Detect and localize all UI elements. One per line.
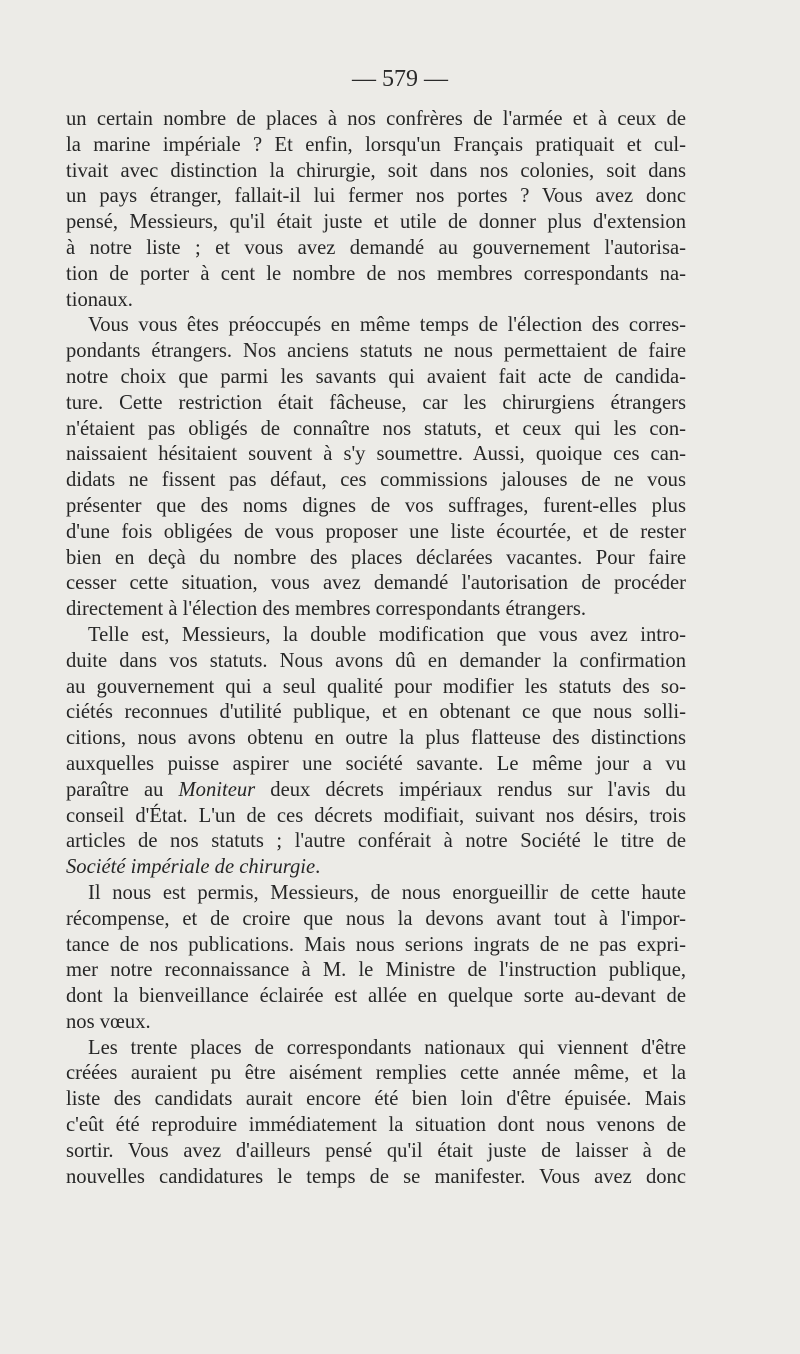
text-line: n'étaient pas obligés de connaître nos statuts, et ceux qui les con- (66, 417, 686, 440)
text-line: Les trente places de correspondants nationaux qui viennent d'être (88, 1036, 686, 1059)
text-line: d'une fois obligées de vous proposer une liste écourtée, et de rester (66, 520, 686, 543)
text-line: créées auraient pu être aisément remplies cette année même, et la (66, 1062, 686, 1085)
text-line: ture. Cette restriction était fâcheuse, car les chirurgiens étrangers (66, 391, 686, 414)
page-number: — 579 — (352, 66, 448, 92)
text-line: citions, nous avons obtenu en outre la plus flatteuse des distinctions (66, 727, 686, 750)
text-line: tivait avec distinction la chirurgie, soit dans nos colonies, soit dans (66, 159, 686, 182)
text-line: duite dans vos statuts. Nous avons dû en demander la confirmation (66, 649, 686, 672)
italic-society-name: Société impériale de chirurgie (66, 856, 316, 879)
text-line: liste des candidats aurait encore été bien loin d'être épuisée. Mais (66, 1088, 686, 1111)
body-text (66, 107, 686, 1190)
text-line: sortir. Vous avez d'ailleurs pensé qu'il était juste de laisser à de (66, 1139, 686, 1162)
text-line: mer notre reconnaissance à M. le Ministre de l'instruction publique, (66, 959, 686, 982)
text-line: tion de porter à cent le nombre de nos membres correspondants na- (66, 262, 686, 285)
text-line: nos vœux. (66, 1010, 151, 1033)
text-line: conseil d'État. L'un de ces décrets modifiait, suivant nos désirs, trois (66, 804, 686, 827)
text-line: dont la bienveillance éclairée est allée en quelque sorte au-devant de (66, 985, 686, 1008)
text-line: Vous vous êtes préoccupés en même temps de l'élection des corres- (88, 314, 686, 337)
text-fragment: . (315, 856, 321, 879)
text-line: pondants étrangers. Nos anciens statuts ne nous permettaient de faire (66, 340, 686, 363)
text-line: bien en deçà du nombre des places déclarées vacantes. Pour faire (66, 546, 686, 569)
text-line: directement à l'élection des membres correspondants étrangers. (66, 598, 587, 621)
text-line: pensé, Messieurs, qu'il était juste et utile de donner plus d'extension (66, 211, 686, 234)
text-line: naissaient hésitaient souvent à s'y soumettre. Aussi, quoique ces can- (66, 443, 686, 466)
text-line (66, 855, 686, 881)
text-line: tance de nos publications. Mais nous serions ingrats de ne pas expri- (66, 933, 686, 956)
text-line: tionaux. (66, 288, 133, 311)
text-line: un pays étranger, fallait-il lui fermer nos portes ? Vous avez donc (66, 185, 686, 208)
text-line: c'eût été reproduire immédiatement la situation dont nous venons de (66, 1114, 686, 1137)
text-line: ciétés reconnues d'utilité publique, et en obtenant ce que nous solli- (66, 701, 686, 724)
italic-title-moniteur: Moniteur (178, 778, 256, 801)
text-line: récompense, et de croire que nous la devons avant tout à l'impor- (66, 907, 686, 930)
text-line: Il nous est permis, Messieurs, de nous enorgueillir de cette haute (88, 881, 686, 904)
text-line: cesser cette situation, vous avez demandé l'autorisation de procéder (66, 572, 686, 595)
text-fragment: deux décrets impériaux rendus sur l'avis du (255, 778, 686, 801)
text-line: notre choix que parmi les savants qui avaient fait acte de candida- (66, 365, 686, 388)
text-line: nouvelles candidatures le temps de se manifester. Vous avez donc (66, 1165, 686, 1188)
text-line: didats ne fissent pas défaut, ces commissions jalouses de ne vous (66, 469, 686, 492)
text-line: au gouvernement qui a seul qualité pour modifier les statuts des so- (66, 675, 686, 698)
text-line: articles de nos statuts ; l'autre conférait à notre Société le titre de (66, 830, 686, 853)
text-fragment: paraître au (66, 778, 179, 801)
text-line (66, 778, 686, 804)
text-line: Telle est, Messieurs, la double modification que vous avez intro- (88, 623, 686, 646)
text-line: un certain nombre de places à nos confrères de l'armée et à ceux de (66, 108, 686, 130)
text-line: la marine impériale ? Et enfin, lorsqu'un Français pratiquait et cul- (66, 133, 686, 156)
text-line: présenter que des noms dignes de vos suffrages, furent-elles plus (66, 494, 686, 517)
text-line: à notre liste ; et vous avez demandé au gouvernement l'autorisa- (66, 236, 686, 259)
text-line: auxquelles puisse aspirer une société savante. Le même jour a vu (66, 752, 686, 775)
